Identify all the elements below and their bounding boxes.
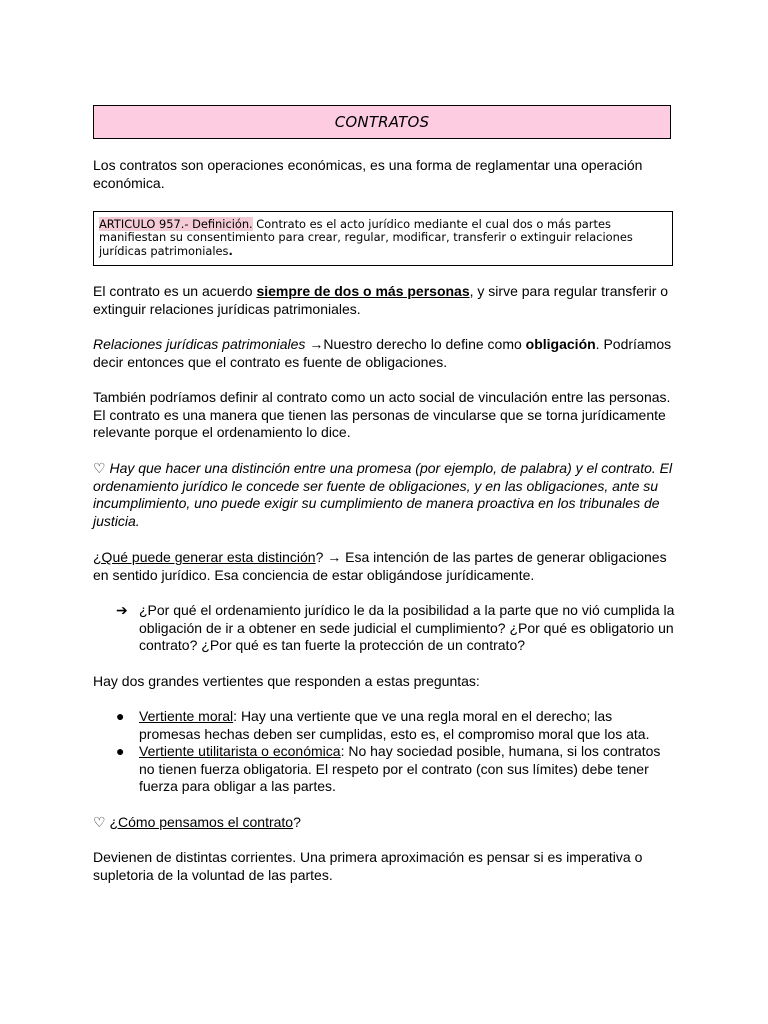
p7-after: ? xyxy=(293,814,301,830)
paragraph-corrientes: Devienen de distintas corrientes. Una primera aproximación es pensar si es imperativa o supletoria de la voluntad de las partes. xyxy=(93,849,643,883)
bullet-text: : No hay sociedad posible, humana, si los contratos no tienen fuerza obligatoria. El respeto por el contrato (con sus límites) debe tener fuerza para obligar a las partes. xyxy=(139,743,661,795)
p5-after: ? → Esa intención de las partes de generar obligaciones en sentido jurídico. Esa conciencia de estar obligándose jurídicamente. xyxy=(93,549,667,583)
list-item xyxy=(116,743,676,796)
bullet-text: : Hay una vertiente que ve una regla moral en el derecho; las promesas hechas deben ser cumplidas, esto es, el compromiso moral que los ata. xyxy=(139,708,650,742)
p1-after: , y sirve para regular transferir o extinguir relaciones jurídicas patrimoniales. xyxy=(93,283,669,317)
article-text: Contrato es el acto jurídico mediante el cual dos o más partes manifiestan su consentimiento para crear, regular, modificar, transferir o extinguir relaciones jurídicas patrimoniales xyxy=(99,217,633,258)
p7-underlined: ¿Cómo pensamos el contrato xyxy=(109,814,294,830)
heart-icon: ♡ xyxy=(93,814,110,830)
paragraph-distincion xyxy=(93,460,675,530)
p5-underlined: ¿Qué puede generar esta distinción xyxy=(93,549,316,565)
heart-icon: ♡ xyxy=(93,460,110,476)
article-quote-box xyxy=(93,211,673,266)
bullet-icon: ● xyxy=(116,708,125,724)
p1-before: El contrato es un acuerdo xyxy=(93,283,257,299)
document-title xyxy=(93,105,671,139)
bullet-label: Vertiente utilitarista o económica xyxy=(139,743,341,760)
paragraph-relaciones xyxy=(93,336,675,371)
arrow-icon: ➔ xyxy=(116,602,128,618)
paragraph-acuerdo xyxy=(93,283,675,318)
intro-paragraph: Los contratos son operaciones económicas, es una forma de reglamentar una operación económica. xyxy=(93,157,643,191)
p2-italic: Relaciones jurídicas patrimoniales xyxy=(93,336,306,352)
p2-bold: obligación xyxy=(525,336,596,352)
paragraph-vertientes: Hay dos grandes vertientes que responden a estas preguntas: xyxy=(93,673,480,689)
paragraph-como-pensamos xyxy=(93,814,675,832)
p2-after: . Podríamos decir entonces que el contrato es fuente de obligaciones. xyxy=(93,336,672,370)
bullet-content xyxy=(139,743,676,796)
arrow-item-text: ¿Por qué el ordenamiento jurídico le da la posibilidad a la parte que no vió cumplida la obligación de ir a obtener en sede judicial el cumplimiento? ¿Por qué es obligatorio un contrato? ¿Por qué es tan fuerte la protección de un contrato? xyxy=(139,602,675,654)
bullet-list xyxy=(116,708,676,796)
p1-emphasis: siempre de dos o más personas xyxy=(256,283,470,299)
list-item xyxy=(116,708,676,743)
title-text: CONTRATOS xyxy=(334,113,430,131)
bullet-content xyxy=(139,708,676,743)
p2-mid: →Nuestro derecho lo define como xyxy=(305,336,526,352)
article-end: . xyxy=(228,243,233,258)
article-label: ARTICULO 957.- Definición. xyxy=(99,217,253,231)
bullet-label: Vertiente moral xyxy=(139,708,234,724)
paragraph-vinculacion: También podríamos definir al contrato como un acto social de vinculación entre las personas. El contrato es una manera que tienen las personas de vincularse que se torna jurídicamente relevante porque el ordenamiento lo dice. xyxy=(93,389,671,441)
p4-text: Hay que hacer una distinción entre una promesa (por ejemplo, de palabra) y el contrato. El ordenamiento jurídico le concede ser fuente de obligaciones, y en las obligaciones, ante su incumplimiento, uno puede exigir su cumplimiento de manera proactiva en los tribunales de justicia. xyxy=(93,460,673,529)
arrow-list-item xyxy=(116,602,676,655)
bullet-icon: ● xyxy=(116,743,125,760)
paragraph-pregunta xyxy=(93,549,675,584)
